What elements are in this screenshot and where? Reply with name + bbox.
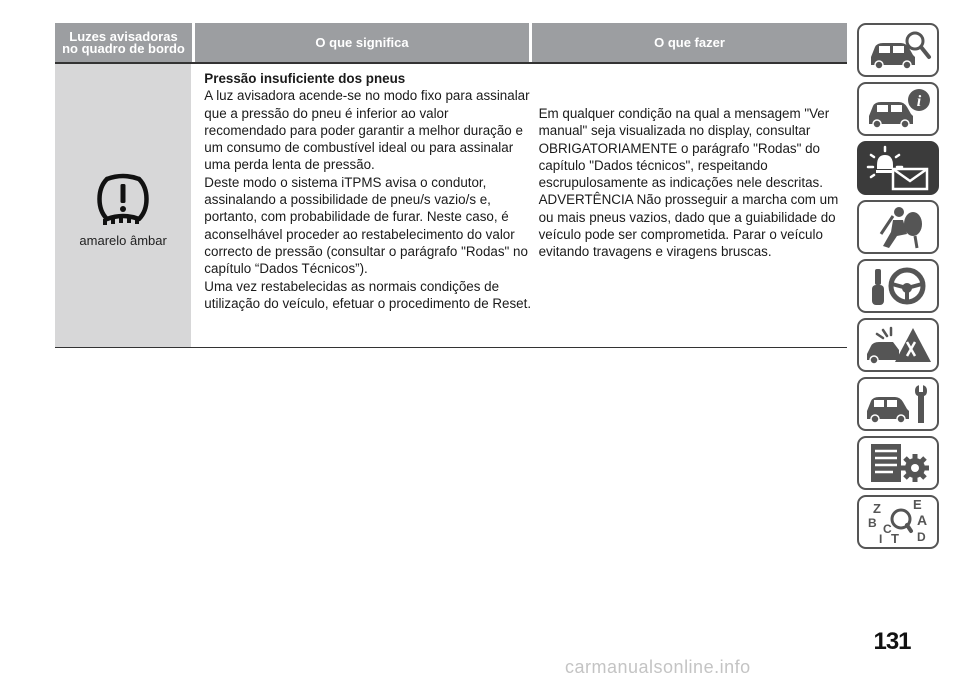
index-letter: T — [891, 531, 899, 545]
index-letter: B — [868, 516, 877, 530]
car-search-icon — [863, 27, 933, 73]
tab-getting-to-know-car[interactable] — [857, 23, 939, 77]
chapter-tabs — [857, 23, 942, 554]
table-row — [55, 64, 847, 348]
page-number: 131 — [873, 628, 911, 655]
svg-text:i: i — [916, 93, 922, 110]
index-letter: A — [917, 512, 928, 528]
tab-safety[interactable] — [857, 200, 939, 254]
car-wrench-icon — [863, 381, 933, 427]
index-letter: C — [883, 522, 892, 536]
tab-alphabetical-index[interactable] — [857, 495, 939, 549]
tab-knowing-instrument-panel[interactable] — [857, 82, 939, 136]
action-paragraph: Em qualquer condição na qual a mensagem "Ver manual" seja visualizada no display, consultar OBRIGATORIAMENTE o parágrafo "Rodas" do capítulo "Dados técnicos", respeitando escrupulosamente as indicações nele descritas. — [538, 106, 830, 191]
header-warning-lights-line2: no quadro de bordo — [62, 40, 185, 56]
specs-gear-icon — [863, 440, 933, 486]
header-warning-lights — [55, 23, 192, 62]
tab-in-an-emergency[interactable] — [857, 318, 939, 372]
lamp-color-caption: amarelo âmbar — [79, 233, 167, 248]
tab-warning-lights-messages[interactable] — [857, 141, 939, 195]
tire-pressure-warning-icon — [93, 169, 153, 229]
index-letter: Z — [873, 501, 881, 516]
action-cell — [533, 64, 847, 347]
meaning-cell — [191, 64, 532, 347]
tab-servicing-maintenance[interactable] — [857, 377, 939, 431]
car-info-icon — [863, 86, 933, 132]
index-letter: I — [879, 532, 883, 545]
warning-lights-table — [55, 23, 847, 348]
airbag-safety-icon — [863, 204, 933, 250]
header-meaning: O que significa — [195, 23, 529, 62]
tab-starting-driving[interactable] — [857, 259, 939, 313]
index-letter: D — [917, 530, 926, 544]
meaning-paragraph: Deste modo o sistema iTPMS avisa o condutor, assinalando a possibilidade de pneu/s vazio/s e, portanto, com probabilidade de furar. Neste caso, é aconselhável proceder ao restabelecimento do valor correcto de pressão (consultar o parágrafo "Rodas" no capítulo “Dados Técnicos”). — [204, 174, 528, 277]
lamp-cell — [55, 64, 191, 347]
action-paragraph: ADVERTÊNCIA Não prosseguir a marcha com um ou mais pneus vazios, dado que a guiabilidade do veículo pode ser comprometida. Parar o veículo evitando travagens e viragens bruscas. — [538, 192, 839, 260]
watermark: carmanualsonline.info — [565, 657, 751, 677]
index-letter: E — [913, 499, 922, 512]
header-warning-lights-line1: Luzes avisadoras — [69, 28, 178, 44]
warning-light-envelope-icon — [863, 145, 933, 191]
alphabetical-index-icon — [863, 499, 933, 545]
car-crash-warning-icon — [863, 322, 933, 368]
header-action: O que fazer — [532, 23, 847, 62]
key-steering-wheel-icon — [863, 263, 933, 309]
tab-technical-specifications[interactable] — [857, 436, 939, 490]
meaning-paragraph: A luz avisadora acende-se no modo fixo para assinalar que a pressão do pneu é inferior ao valor recomendado para poder garantir a melhor duração e um consumo de combustível ideal ou para assinalar uma perda lenta de pressão. — [204, 88, 530, 173]
table-header — [55, 23, 847, 64]
meaning-title: Pressão insuficiente dos pneus — [204, 71, 406, 86]
meaning-paragraph: Uma vez restabelecidas as normais condições de utilização do veículo, efetuar o procedimento de Reset. — [204, 278, 532, 311]
